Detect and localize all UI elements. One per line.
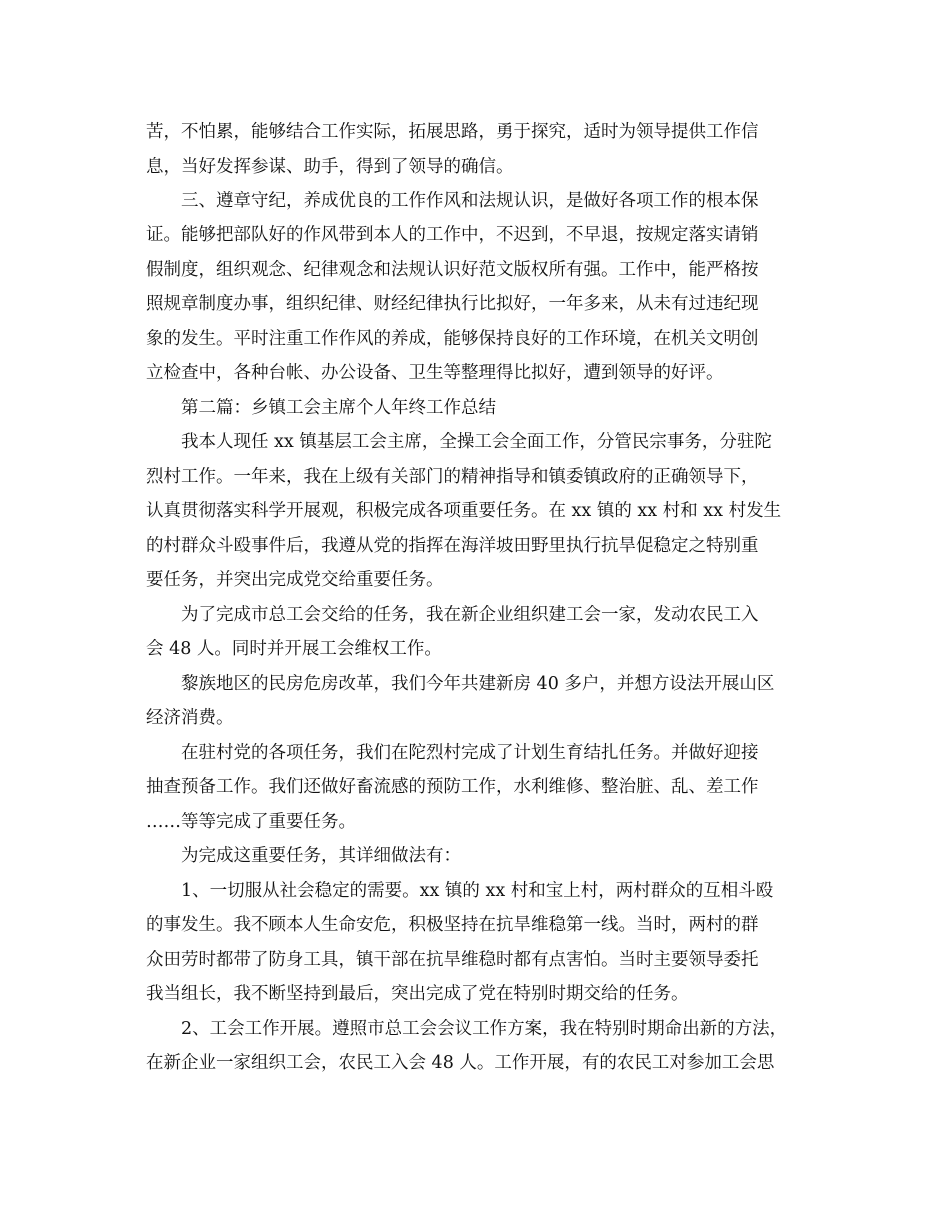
text-line: 三、遵章守纪，养成优良的工作作风和法规认识，是做好各项工作的根本保 — [181, 191, 759, 211]
text-line: 的事发生。我不顾本人生命安危，积极坚持在抗旱维稳第一线。当时，两村的群 — [146, 915, 759, 935]
text-line: 我当组长，我不断坚持到最后，突出完成了党在特别时期交给的任务。 — [146, 984, 689, 1004]
text-line: 在驻村党的各项任务，我们在陀烈村完成了计划生育结扎任务。并做好迎接 — [181, 743, 759, 763]
text-line: 苦，不怕累，能够结合工作实际，拓展思路，勇于探究，适时为领导提供工作信 — [146, 122, 759, 142]
text-line: 2、工会工作开展。遵照市总工会会议工作方案，我在特别时期命出新的方法， — [181, 1019, 788, 1039]
text-line: 息，当好发挥参谋、助手，得到了领导的确信。 — [146, 157, 514, 177]
text-line: 为完成这重要任务，其详细做法有： — [181, 846, 461, 866]
text-line: 1、一切服从社会稳定的需要。xx 镇的 xx 村和宝上村，两村群众的互相斗殴 — [181, 881, 774, 901]
section-heading: 第二篇：乡镇工会主席个人年终工作总结 — [181, 398, 496, 418]
text-line: 抽查预备工作。我们还做好畜流感的预防工作，水利维修、整治脏、乱、差工作 — [146, 777, 759, 797]
text-line: 经济消费。 — [146, 708, 234, 728]
text-line: 我本人现任 xx 镇基层工会主席，全操工会全面工作，分管民宗事务，分驻陀 — [181, 432, 772, 452]
text-line: 众田劳时都带了防身工具，镇干部在抗旱维稳时都有点害怕。当时主要领导委托 — [146, 950, 759, 970]
text-line: 证。能够把部队好的作风带到本人的工作中，不迟到，不早退，按规定落实请销 — [146, 225, 759, 245]
text-line: 象的发生。平时注重工作作风的养成，能够保持良好的工作环境，在机关文明创 — [146, 329, 759, 349]
text-line: 的村群众斗殴事件后，我遵从党的指挥在海洋坡田野里执行抗旱促稳定之特别重 — [146, 536, 759, 556]
text-line: 黎族地区的民房危房改革，我们今年共建新房 40 多户，并想方设法开展山区 — [181, 674, 775, 694]
text-line: ……等等完成了重要任务。 — [146, 812, 356, 832]
text-line: 照规章制度办事，组织纪律、财经纪律执行比拟好，一年多来，从未有过违纪现 — [146, 294, 759, 314]
text-line: 立检查中，各种台帐、办公设备、卫生等整理得比拟好，遭到领导的好评。 — [146, 363, 724, 383]
text-line: 会 48 人。同时并开展工会维权工作。 — [146, 639, 442, 659]
text-line: 在新企业一家组织工会，农民工入会 48 人。工作开展，有的农民工对参加工会思 — [146, 1053, 775, 1073]
text-line: 假制度，组织观念、纪律观念和法规认识好范文版权所有强。工作中，能严格按 — [146, 260, 759, 280]
text-line: 要任务，并突出完成党交给重要任务。 — [146, 570, 444, 590]
text-line: 为了完成市总工会交给的任务，我在新企业组织建工会一家，发动农民工入 — [181, 605, 759, 625]
text-line: 烈村工作。一年来，我在上级有关部门的精神指导和镇委镇政府的正确领导下， — [146, 467, 759, 487]
text-line: 认真贯彻落实科学开展观，积极完成各项重要任务。在 xx 镇的 xx 村和 xx 村发生 — [146, 501, 782, 521]
